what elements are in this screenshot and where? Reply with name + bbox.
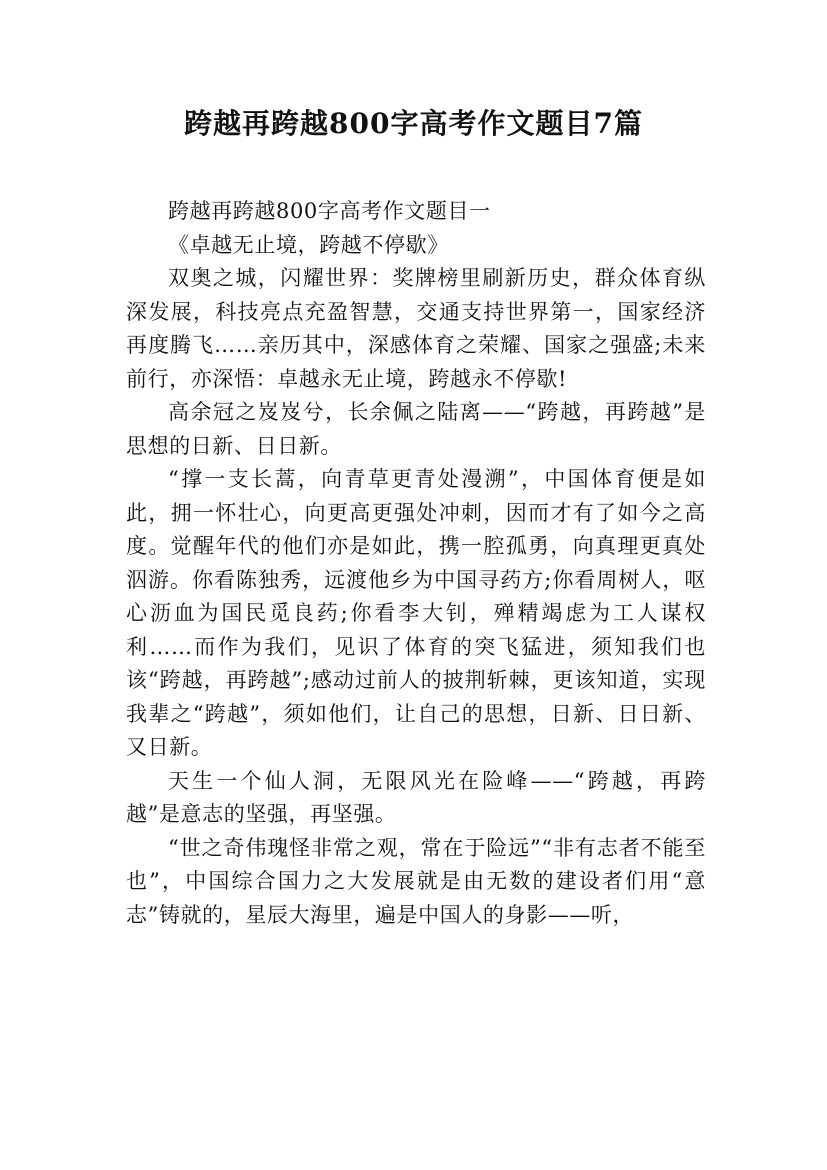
paragraph: “撑一支长蒿，向青草更青处漫溯”，中国体育便是如此，拥一怀壮心，向更高更强处冲刺，因而才有了如今之高度。觉醒年代的他们亦是如此，携一腔孤勇，向真理更真处泅游。你看陈独秀，远渡他乡为中国寻药方;你看周树人，呕心沥血为国民觅良药;你看李大钊，殚精竭虑为工人谋权利……而作为我们，见识了体育的突飞猛进，须知我们也该“跨越，再跨越”;感动过前人的披荆斩棘，更该知道，实现我辈之“跨越”，须如他们，让自己的思想，日新、日日新、又日新。 <box>126 467 706 759</box>
paragraph: 天生一个仙人洞，无限风光在险峰——“跨越，再跨越”是意志的坚强，再坚强。 <box>126 768 706 826</box>
section-heading: 跨越再跨越800字高考作文题目一 <box>168 199 491 223</box>
paragraph: 高余冠之岌岌兮，长余佩之陆离——“跨越，再跨越”是思想的日新、日日新。 <box>126 400 706 458</box>
paragraph: 双奥之城，闪耀世界：奖牌榜里刷新历史，群众体育纵深发展，科技亮点充盈智慧，交通支持世界第一，国家经济再度腾飞……亲历其中，深感体育之荣耀、国家之强盛;未来前行，亦深悟：卓越永无止境，跨越永不停歇! <box>126 266 706 391</box>
paragraph: “世之奇伟瑰怪非常之观，常在于险远”“非有志者不能至也”，中国综合国力之大发展就是由无数的建设者们用“意志”铸就的，星辰大海里，遍是中国人的身影——听， <box>126 835 706 927</box>
essay-title: 《卓越无止境，跨越不停歇》 <box>168 232 449 257</box>
document-title: 跨越再跨越800字高考作文题目7篇 <box>184 107 643 140</box>
document-body <box>126 195 706 932</box>
